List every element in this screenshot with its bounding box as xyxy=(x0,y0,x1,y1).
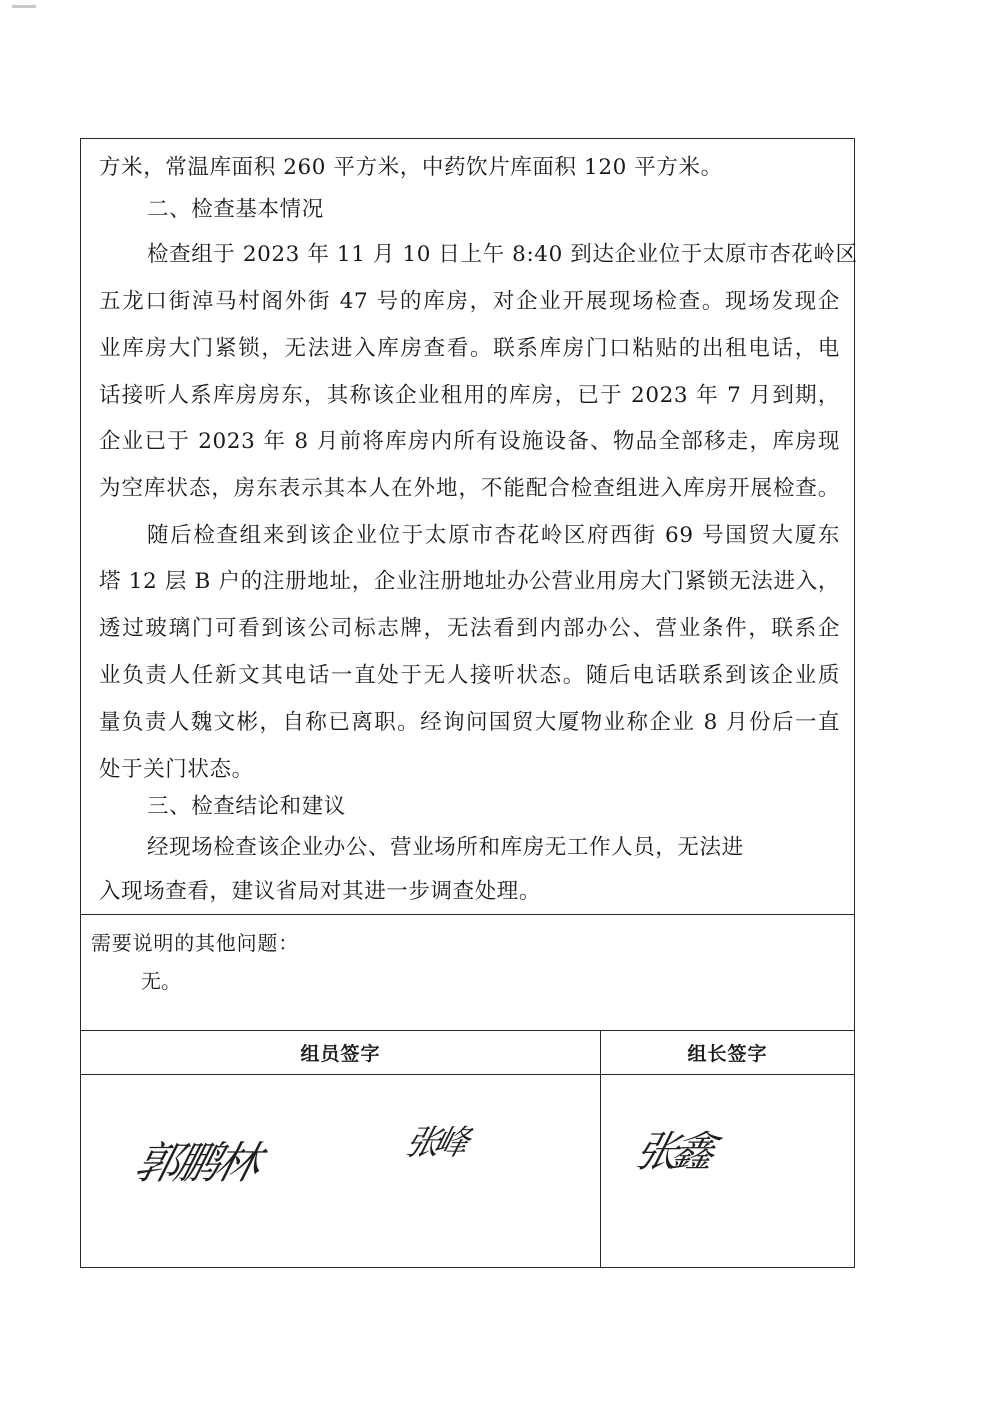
other-issues-cell xyxy=(81,915,854,1031)
body-line: 五龙口街淖马村阁外街 47 号的库房，对企业开展现场检查。现场发现企 xyxy=(99,289,840,314)
members-signature-header: 组员签字 xyxy=(81,1031,601,1075)
inspection-report-table xyxy=(80,138,858,1268)
scan-artifact xyxy=(12,5,36,8)
body-line: 塔 12 层 B 户的注册地址，企业注册地址办公营业用房大门紧锁无法进入， xyxy=(99,569,840,594)
section-heading-conclusion: 三、检查结论和建议 xyxy=(147,794,346,819)
section-heading-inspection-basics: 二、检查基本情况 xyxy=(147,197,324,222)
body-line: 方米，常温库面积 260 平方米，中药饮片库面积 120 平方米。 xyxy=(99,155,723,180)
other-issues-value: 无。 xyxy=(141,969,181,993)
body-line: 为空库状态，房东表示其本人在外地，不能配合检查组进入库房开展检查。 xyxy=(99,476,840,501)
body-line: 话接听人系库房房东，其称该企业租用的库房，已于 2023 年 7 月到期， xyxy=(99,383,840,408)
body-line: 处于关门状态。 xyxy=(99,757,254,782)
body-line: 经现场检查该企业办公、营业场所和库房无工作人员，无法进 xyxy=(147,835,744,860)
body-line: 透过玻璃门可看到该公司标志牌，无法看到内部办公、营业条件，联系企 xyxy=(99,616,840,641)
report-body-cell xyxy=(81,139,858,915)
member-signature-2: 张峰 xyxy=(401,1123,468,1163)
body-line: 业库房大门紧锁，无法进入库房查看。联系库房门口粘贴的出租电话，电 xyxy=(99,336,840,361)
body-line: 企业已于 2023 年 8 月前将库房内所有设施设备、物品全部移走，库房现 xyxy=(99,429,840,454)
members-signature-area xyxy=(81,1075,601,1267)
leader-signature: 张鑫 xyxy=(630,1127,715,1176)
body-line: 业负责人任新文其电话一直处于无人接听状态。随后电话联系到该企业质 xyxy=(99,663,840,688)
other-issues-label: 需要说明的其他问题： xyxy=(91,931,299,955)
leader-signature-header: 组长签字 xyxy=(601,1031,854,1075)
body-line: 检查组于 2023 年 11 月 10 日上午 8:40 到达企业位于太原市杏花岭区 xyxy=(147,242,858,267)
body-line: 入现场查看，建议省局对其进一步调查处理。 xyxy=(99,879,542,904)
leader-signature-area xyxy=(601,1075,854,1267)
member-signature-1: 郭鹏林 xyxy=(129,1138,263,1189)
body-line: 随后检查组来到该企业位于太原市杏花岭区府西街 69 号国贸大厦东 xyxy=(147,523,840,548)
body-line: 量负责人魏文彬，自称已离职。经询问国贸大厦物业称企业 8 月份后一直 xyxy=(99,710,840,735)
